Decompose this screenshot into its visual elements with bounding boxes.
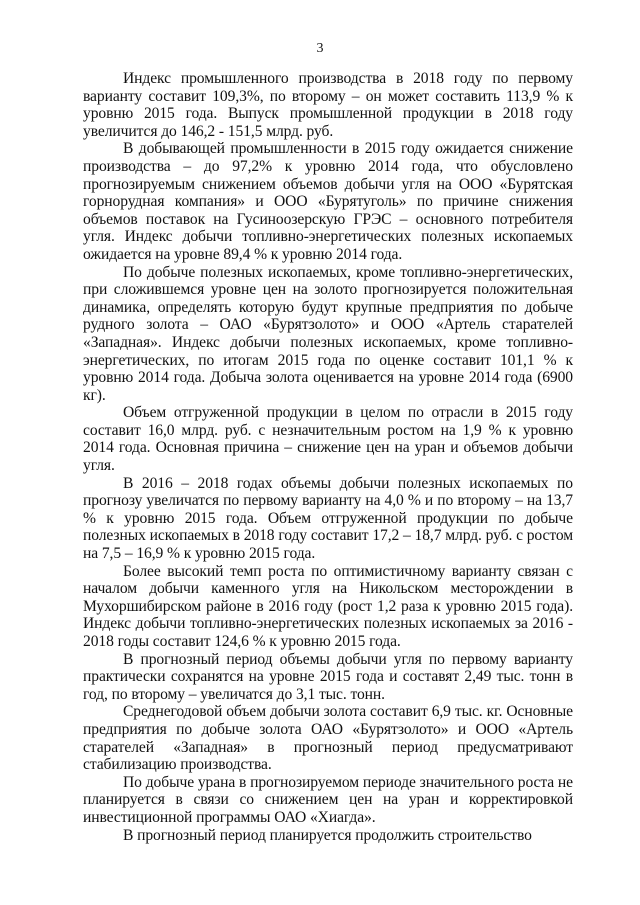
paragraph-non-fuel-minerals: По добыче полезных ископаемых, кроме топливно-энергетических, при сложившемся уровне цен на золото прогнозируется положительная динамика, определять которую будут крупные предприятия по добыче рудного золота – ОАО «Бурятзолото» и ООО «Артель старателей «Западная». Индекс добычи полезных ископаемых, кроме топливно-энергетических, по итогам 2015 года по оценке составит 101,1 % к уровню 2014 года. Добыча золота оценивается на уровне 2014 года (6900 кг). [83,263,573,404]
paragraph-construction: В прогнозный период планируется продолжить строительство [123,826,532,844]
paragraph-uranium: По добыче урана в прогнозируемом периоде значительного роста не планируется в связи со снижением цен на уран и корректировкой инвестиционной программы ОАО «Хиагда». [83,773,573,826]
paragraph-optimistic-variant: Более высокий темп роста по оптимистичному варианту связан с началом добычи каменного угля на Никольском месторождении в Мухоршибирском районе в 2016 году (рост 1,2 раза к уровню 2015 года). Индекс добычи топливно-энергетических полезных ископаемых за 2016 - 2018 годы составит 124,6 % к уровню 2015 года. [83,562,573,650]
paragraph-gold-output: Среднегодовой объем добычи золота составит 6,9 тыс. кг. Основные предприятия по добыче золота ОАО «Бурятзолото» и ООО «Артель старателей «Западная» в прогнозный период предусматривают стабилизацию производства. [83,703,573,774]
paragraph-forecast-2016-2018: В 2016 – 2018 годах объемы добычи полезных ископаемых по прогнозу увеличатся по первому варианту на 4,0 % и по второму – на 13,7 % к уровню 2015 года. Объем отгруженной продукции по добыче полезных ископаемых в 2018 году составит 17,2 – 18,7 млрд. руб. с ростом на 7,5 – 16,9 % к уровню 2015 года. [83,474,573,563]
paragraph-mining-2015: В добывающей промышленности в 2015 году ожидается снижение производства – до 97,2% к уровню 2014 года, что обусловлено прогнозируемым снижением объемов добычи угля на ООО «Бурятская горнорудная компания» и ООО «Бурятуголь» по причине снижения объемов поставок на Гусиноозерскую ГРЭС – основного потребителя угля. Индекс добычи топливно-энергетических полезных ископаемых ожидается на уровне 89,4 % к уровню 2014 года. [83,140,573,263]
paragraph-industrial-index: Индекс промышленного производства в 2018 году по первому варианту составит 109,3%, по второму – он может составить 113,9 % к уровню 2015 года. Выпуск промышленной продукции в 2018 году увеличится до 146,2 - 151,5 млрд. руб. [83,70,573,140]
paragraph-coal-forecast: В прогнозный период объемы добычи угля по первому варианту практически сохранятся на уровне 2015 года и составят 2,49 тыс. тонн в год, по второму – увеличатся до 3,1 тыс. тонн. [83,650,573,703]
document-body [83,70,573,844]
paragraph-shipped-products: Объем отгруженной продукции в целом по отрасли в 2015 году составит 16,0 млрд. руб. с незначительным ростом на 1,9 % к уровню 2014 года. Основная причина – снижение цен на уран и объемов добычи угля. [83,404,573,475]
page-number: 3 [316,41,324,56]
